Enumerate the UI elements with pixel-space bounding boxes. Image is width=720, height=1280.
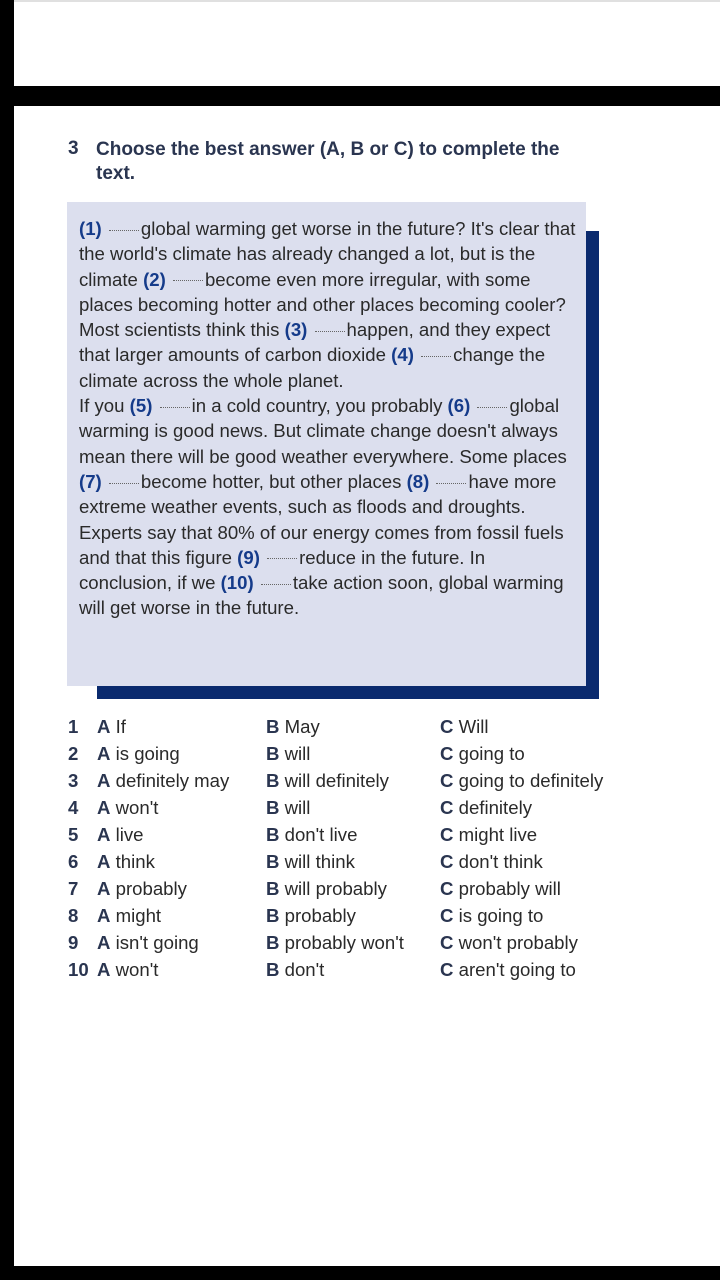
option-text: going to bbox=[458, 743, 525, 764]
option-b bbox=[266, 716, 320, 738]
document-page bbox=[14, 106, 720, 1266]
option-c bbox=[440, 743, 525, 765]
option-text: aren't going to bbox=[458, 959, 576, 980]
answer-blank bbox=[173, 280, 203, 281]
option-a bbox=[97, 824, 144, 846]
option-text: will definitely bbox=[284, 770, 389, 791]
gap-number: (7) bbox=[79, 470, 102, 492]
answer-blank bbox=[109, 230, 139, 231]
question-number: 4 bbox=[68, 797, 79, 818]
option-row bbox=[68, 851, 668, 878]
option-text: will bbox=[284, 797, 311, 818]
passage-segment: global warming is good news. But climate change doesn't always mean there will be good weather everywhere. Some places bbox=[79, 395, 567, 467]
option-letter: B bbox=[266, 716, 280, 737]
exercise-instruction: Choose the best answer (A, B or C) to complete the text. bbox=[96, 139, 560, 184]
option-text: won't bbox=[115, 959, 159, 980]
option-text: will probably bbox=[284, 878, 387, 899]
option-letter: B bbox=[266, 878, 280, 899]
passage-segment: become even more irregular, with some places becoming hotter and other places becoming cooler? Most scientists think this bbox=[79, 268, 566, 341]
gap-number: (9) bbox=[237, 546, 260, 568]
passage-segment: take action soon, global warming will get worse in the future. bbox=[79, 572, 564, 619]
option-c bbox=[440, 824, 537, 846]
question-number: 7 bbox=[68, 878, 79, 899]
option-c bbox=[440, 797, 532, 819]
option-letter: A bbox=[97, 716, 111, 737]
answer-blank bbox=[436, 483, 466, 484]
option-letter: A bbox=[97, 878, 111, 899]
option-letter: A bbox=[97, 932, 111, 953]
passage-segment: If you bbox=[79, 395, 130, 417]
option-letter: A bbox=[97, 824, 111, 845]
option-text: going to definitely bbox=[458, 770, 604, 791]
option-text: isn't going bbox=[115, 932, 199, 953]
answer-blank bbox=[477, 407, 507, 408]
option-text: probably bbox=[115, 878, 187, 899]
passage-segment: happen, and they expect that larger amounts of carbon dioxide bbox=[79, 319, 551, 366]
passage-segment: in a cold country, you probably bbox=[191, 395, 448, 417]
exercise-number: 3 bbox=[68, 138, 79, 159]
passage-segment: change the climate across the whole planet. bbox=[79, 344, 546, 391]
option-text: think bbox=[115, 851, 155, 872]
option-c bbox=[440, 851, 543, 873]
option-b bbox=[266, 905, 356, 927]
option-text: don't think bbox=[458, 851, 543, 872]
option-letter: B bbox=[266, 932, 280, 953]
passage-paragraph-1 bbox=[79, 216, 579, 393]
option-text: May bbox=[284, 716, 320, 737]
option-b bbox=[266, 770, 389, 792]
option-letter: A bbox=[97, 797, 111, 818]
answer-options bbox=[68, 716, 668, 986]
option-text: is going to bbox=[458, 905, 544, 926]
option-letter: A bbox=[97, 743, 111, 764]
passage-box bbox=[67, 202, 586, 686]
answer-blank bbox=[160, 407, 190, 408]
option-letter: B bbox=[266, 824, 280, 845]
option-text: won't bbox=[115, 797, 159, 818]
option-b bbox=[266, 824, 357, 846]
previous-page-strip bbox=[14, 0, 720, 86]
option-letter: C bbox=[440, 743, 454, 764]
option-c bbox=[440, 878, 561, 900]
option-row bbox=[68, 716, 668, 743]
option-b bbox=[266, 743, 310, 765]
option-b bbox=[266, 932, 404, 954]
passage-segment: reduce in the future. In conclusion, if we bbox=[79, 546, 486, 594]
option-text: might bbox=[115, 905, 162, 926]
option-letter: A bbox=[97, 959, 111, 980]
option-text: don't bbox=[284, 959, 325, 980]
option-row bbox=[68, 824, 668, 851]
question-number: 10 bbox=[68, 959, 89, 980]
option-a bbox=[97, 878, 187, 900]
question-number: 3 bbox=[68, 770, 79, 791]
option-text: If bbox=[115, 716, 126, 737]
option-text: probably will bbox=[458, 878, 561, 899]
gap-number: (8) bbox=[406, 470, 430, 492]
option-text: will bbox=[284, 743, 311, 764]
option-c bbox=[440, 905, 543, 927]
option-letter: B bbox=[266, 959, 280, 980]
option-a bbox=[97, 959, 158, 981]
gap-number: (2) bbox=[143, 268, 166, 290]
passage-segment: become hotter, but other places bbox=[140, 470, 407, 492]
question-number: 2 bbox=[68, 743, 79, 764]
option-row bbox=[68, 743, 668, 770]
option-row bbox=[68, 932, 668, 959]
passage-segment: have more extreme weather events, such as floods and droughts. Experts say that 80% of our energy comes from fossil fuels and that this figure bbox=[79, 470, 564, 568]
option-letter: B bbox=[266, 851, 280, 872]
option-text: probably bbox=[284, 905, 356, 926]
question-number: 9 bbox=[68, 932, 79, 953]
option-text: don't live bbox=[284, 824, 358, 845]
option-a bbox=[97, 851, 155, 873]
option-text: probably won't bbox=[284, 932, 404, 953]
answer-blank bbox=[421, 356, 451, 357]
option-letter: B bbox=[266, 797, 280, 818]
option-b bbox=[266, 959, 324, 981]
gap-number: (5) bbox=[129, 395, 153, 417]
option-letter: B bbox=[266, 770, 280, 791]
option-c bbox=[440, 932, 578, 954]
option-a bbox=[97, 716, 126, 738]
option-letter: C bbox=[440, 716, 454, 737]
option-letter: A bbox=[97, 770, 111, 791]
answer-blank bbox=[109, 483, 139, 484]
option-letter: C bbox=[440, 770, 454, 791]
option-text: will think bbox=[284, 851, 355, 872]
option-a bbox=[97, 770, 229, 792]
option-letter: B bbox=[266, 743, 280, 764]
question-number: 1 bbox=[68, 716, 79, 737]
option-row bbox=[68, 905, 668, 932]
gap-number: (6) bbox=[447, 395, 471, 417]
answer-blank bbox=[261, 584, 291, 585]
question-number: 6 bbox=[68, 851, 79, 872]
option-b bbox=[266, 797, 310, 819]
option-text: might live bbox=[458, 824, 538, 845]
option-b bbox=[266, 851, 355, 873]
option-text: definitely may bbox=[115, 770, 230, 791]
gap-number: (3) bbox=[284, 319, 308, 341]
option-text: live bbox=[115, 824, 144, 845]
option-row bbox=[68, 959, 668, 986]
option-c bbox=[440, 959, 576, 981]
option-text: definitely bbox=[458, 797, 532, 818]
answer-blank bbox=[315, 331, 345, 332]
option-a bbox=[97, 797, 158, 819]
option-letter: C bbox=[440, 905, 454, 926]
gap-number: (1) bbox=[79, 218, 102, 239]
option-letter: A bbox=[97, 905, 111, 926]
option-text: is going bbox=[115, 743, 180, 764]
passage-text bbox=[79, 216, 579, 621]
gap-number: (4) bbox=[391, 344, 414, 366]
option-c bbox=[440, 716, 489, 738]
option-c bbox=[440, 770, 603, 792]
answer-blank bbox=[267, 558, 297, 559]
option-letter: A bbox=[97, 851, 111, 872]
question-number: 8 bbox=[68, 905, 79, 926]
question-number: 5 bbox=[68, 824, 79, 845]
option-letter: C bbox=[440, 959, 454, 980]
passage-paragraph-2 bbox=[79, 393, 579, 621]
option-letter: C bbox=[440, 878, 454, 899]
option-a bbox=[97, 905, 161, 927]
option-letter: B bbox=[266, 905, 280, 926]
passage-segment: global warming get worse in the future? It's clear that the world's climate has already changed a lot, but is the climate bbox=[79, 218, 576, 290]
gap-number: (10) bbox=[220, 572, 254, 594]
option-letter: C bbox=[440, 932, 454, 953]
option-text: Will bbox=[458, 716, 489, 737]
option-a bbox=[97, 932, 199, 954]
option-letter: C bbox=[440, 851, 454, 872]
option-row bbox=[68, 797, 668, 824]
option-letter: C bbox=[440, 797, 454, 818]
option-a bbox=[97, 743, 180, 765]
option-row bbox=[68, 878, 668, 905]
option-row bbox=[68, 770, 668, 797]
option-letter: C bbox=[440, 824, 454, 845]
option-text: won't probably bbox=[458, 932, 578, 953]
option-b bbox=[266, 878, 387, 900]
